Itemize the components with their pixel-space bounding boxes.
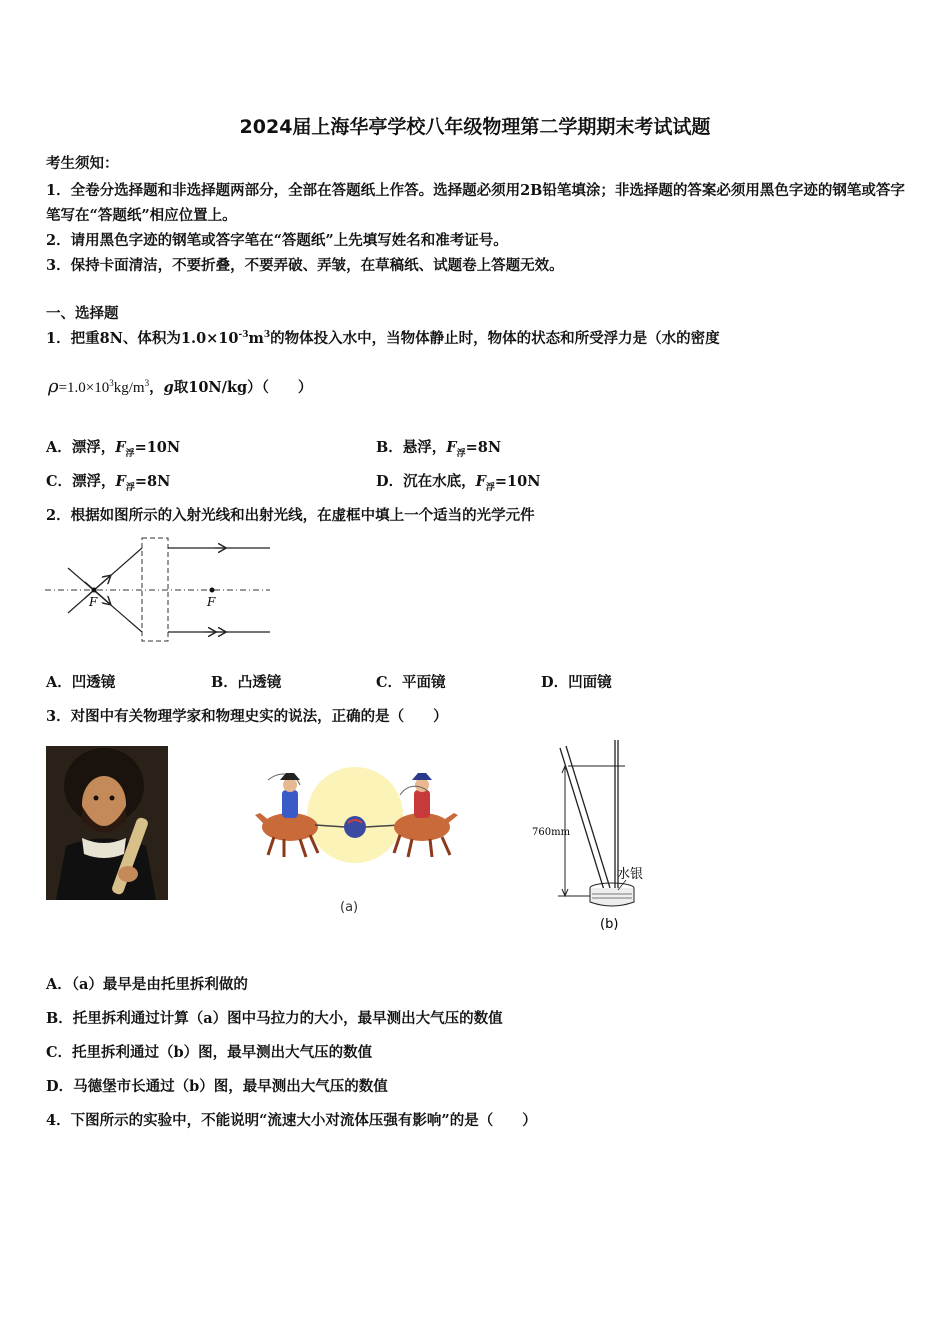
- option-3d[interactable]: D．马德堡市长通过（b）图，最早测出大气压的数值: [46, 1078, 388, 1095]
- focus-label-left: F: [89, 595, 98, 609]
- question-2-stem: 2．根据如图所示的入射光线和出射光线，在虚框中填上一个适当的光学元件: [46, 507, 535, 524]
- option-1b[interactable]: B．悬浮，$F_浮=8N$: [376, 439, 502, 459]
- section-heading: 一、选择题: [46, 305, 119, 322]
- notice-item: 1．全卷分选择题和非选择题两部分，全部在答题纸上作答。选择题必须用2B铅笔填涂；非选择题的答案必须用黑色字迹的钢笔或答字笔写在“答题纸”相应位置上。: [46, 182, 905, 224]
- caption-a: (a): [340, 900, 359, 915]
- optics-diagram: [40, 535, 275, 650]
- focus-point-right: [210, 588, 215, 593]
- option-3b[interactable]: B．托里拆利通过计算（a）图中马拉力的大小，最早测出大气压的数值: [46, 1010, 503, 1027]
- option-1c[interactable]: C．漂浮，$F_浮=8N$: [46, 473, 171, 493]
- height-label: 760mm: [532, 827, 571, 838]
- option-2d[interactable]: D．凹面镜: [541, 674, 612, 691]
- notice-item: 2．请用黑色字迹的钢笔或答字笔在“答题纸”上先填写姓名和准考证号。: [46, 232, 508, 249]
- option-2a[interactable]: A．凹透镜: [46, 674, 116, 691]
- option-1a[interactable]: A．漂浮，$F_浮=10N$: [46, 439, 181, 459]
- notice-heading: 考生须知：: [46, 155, 119, 172]
- page-title: 2024届上海华亭学校八年级物理第二学期期末考试试题: [239, 116, 711, 138]
- focus-point-left: [92, 588, 97, 593]
- density-formula: $\rho=1.0\times 10^3kg/m^3$，g取10N/kg）（ ）: [48, 376, 313, 397]
- option-3a[interactable]: A．（a）最早是由托里拆利做的: [46, 976, 248, 993]
- right-horse-rider: [394, 773, 458, 857]
- barometer-figure: [530, 738, 660, 933]
- notice-list: [46, 178, 911, 278]
- torricelli-portrait: [46, 746, 168, 900]
- mercury-label: 水银: [617, 867, 644, 882]
- notice-item: 3．保持卡面清洁，不要折叠，不要弄破、弄皱，在草稿纸、试题卷上答题无效。: [46, 257, 564, 274]
- option-3c[interactable]: C．托里拆利通过（b）图，最早测出大气压的数值: [46, 1044, 373, 1061]
- magdeburg-hemispheres-figure: [250, 755, 465, 920]
- option-2c[interactable]: C．平面镜: [376, 674, 446, 691]
- question-1-stem: 1．把重8N、体积为$1.0\times 10^{-3}m^3$的物体投入水中，当物体静止时，物体的状态和所受浮力是（水的密度: [46, 330, 720, 347]
- option-1d[interactable]: D．沉在水底，$F_浮=10N$: [376, 473, 541, 493]
- option-2b[interactable]: B．凸透镜: [211, 674, 282, 691]
- focus-label-right: F: [207, 595, 216, 609]
- caption-b: (b): [600, 917, 619, 932]
- question-3-stem: 3．对图中有关物理学家和物理史实的说法，正确的是（ ）: [46, 708, 448, 725]
- question-4-stem: 4．下图所示的实验中，不能说明“流速大小对流体压强有影响”的是（ ）: [46, 1112, 537, 1129]
